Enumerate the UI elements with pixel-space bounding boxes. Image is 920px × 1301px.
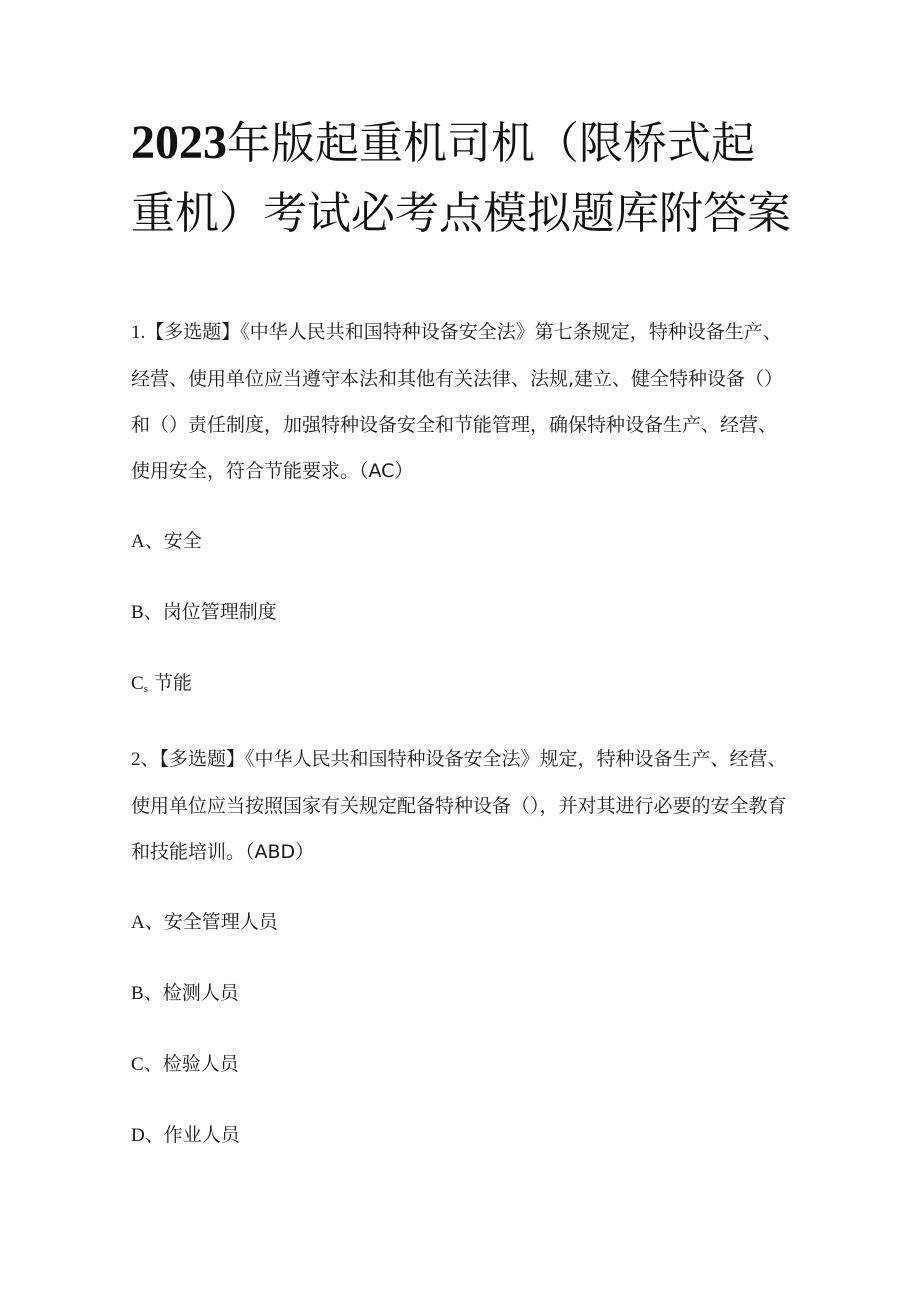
question-2 — [131, 736, 792, 1159]
question-body: 【多选题】《中华人民共和国特种设备安全法》规定，特种设备生产、经营、使用单位应当按照国家有关规定配备特种设备（），并对其进行必要的安全教育和技能培训。（ABD） — [131, 748, 787, 863]
option-text: 检验人员 — [162, 1053, 239, 1075]
option-b — [131, 589, 792, 636]
option-separator: 、 — [144, 530, 164, 552]
option-d — [131, 1112, 792, 1159]
option-letter: B — [131, 983, 144, 1004]
option-letter: B — [131, 602, 144, 623]
option-b — [131, 970, 792, 1017]
option-text: 节能 — [153, 672, 192, 694]
option-text: 作业人员 — [163, 1124, 240, 1146]
option-letter: C — [131, 673, 144, 694]
title-year: 2023 — [131, 116, 227, 169]
option-c — [131, 1041, 792, 1088]
option-a — [131, 518, 792, 565]
option-separator: 、 — [144, 1124, 164, 1146]
option-text: 安全 — [163, 530, 202, 552]
option-letter: A — [131, 912, 145, 933]
question-number: 2、 — [131, 749, 160, 770]
option-separator: 、 — [143, 601, 163, 623]
question-text — [131, 736, 792, 875]
option-text: 安全管理人员 — [163, 911, 278, 933]
option-letter: A — [131, 531, 145, 552]
question-1 — [131, 309, 792, 712]
option-separator: 、 — [143, 1053, 163, 1075]
option-letter: C — [131, 1054, 144, 1075]
question-text — [131, 309, 792, 494]
option-separator: 、 — [143, 982, 163, 1004]
option-text: 岗位管理制度 — [162, 601, 277, 623]
document-title — [131, 108, 792, 249]
question-body: 【多选题】《中华人民共和国特种设备安全法》第七条规定，特种设备生产、经营、使用单位应当遵守本法和其他有关法律、法规,建立、健全特种设备（）和（）责任制度，加强特种设备安全和节能管理，确保特种设备生产、经营、使用安全，符合节能要求。（AC） — [131, 321, 784, 482]
question-number: 1. — [131, 322, 146, 343]
option-separator: 、 — [144, 911, 164, 933]
option-separator: s — [143, 683, 148, 695]
option-c — [131, 660, 792, 712]
title-text: 年版起重机司机（限桥式起重机）考试必考点模拟题库附答案 — [131, 118, 791, 239]
option-letter: D — [131, 1125, 145, 1146]
option-a — [131, 899, 792, 946]
option-text: 检测人员 — [162, 982, 239, 1004]
